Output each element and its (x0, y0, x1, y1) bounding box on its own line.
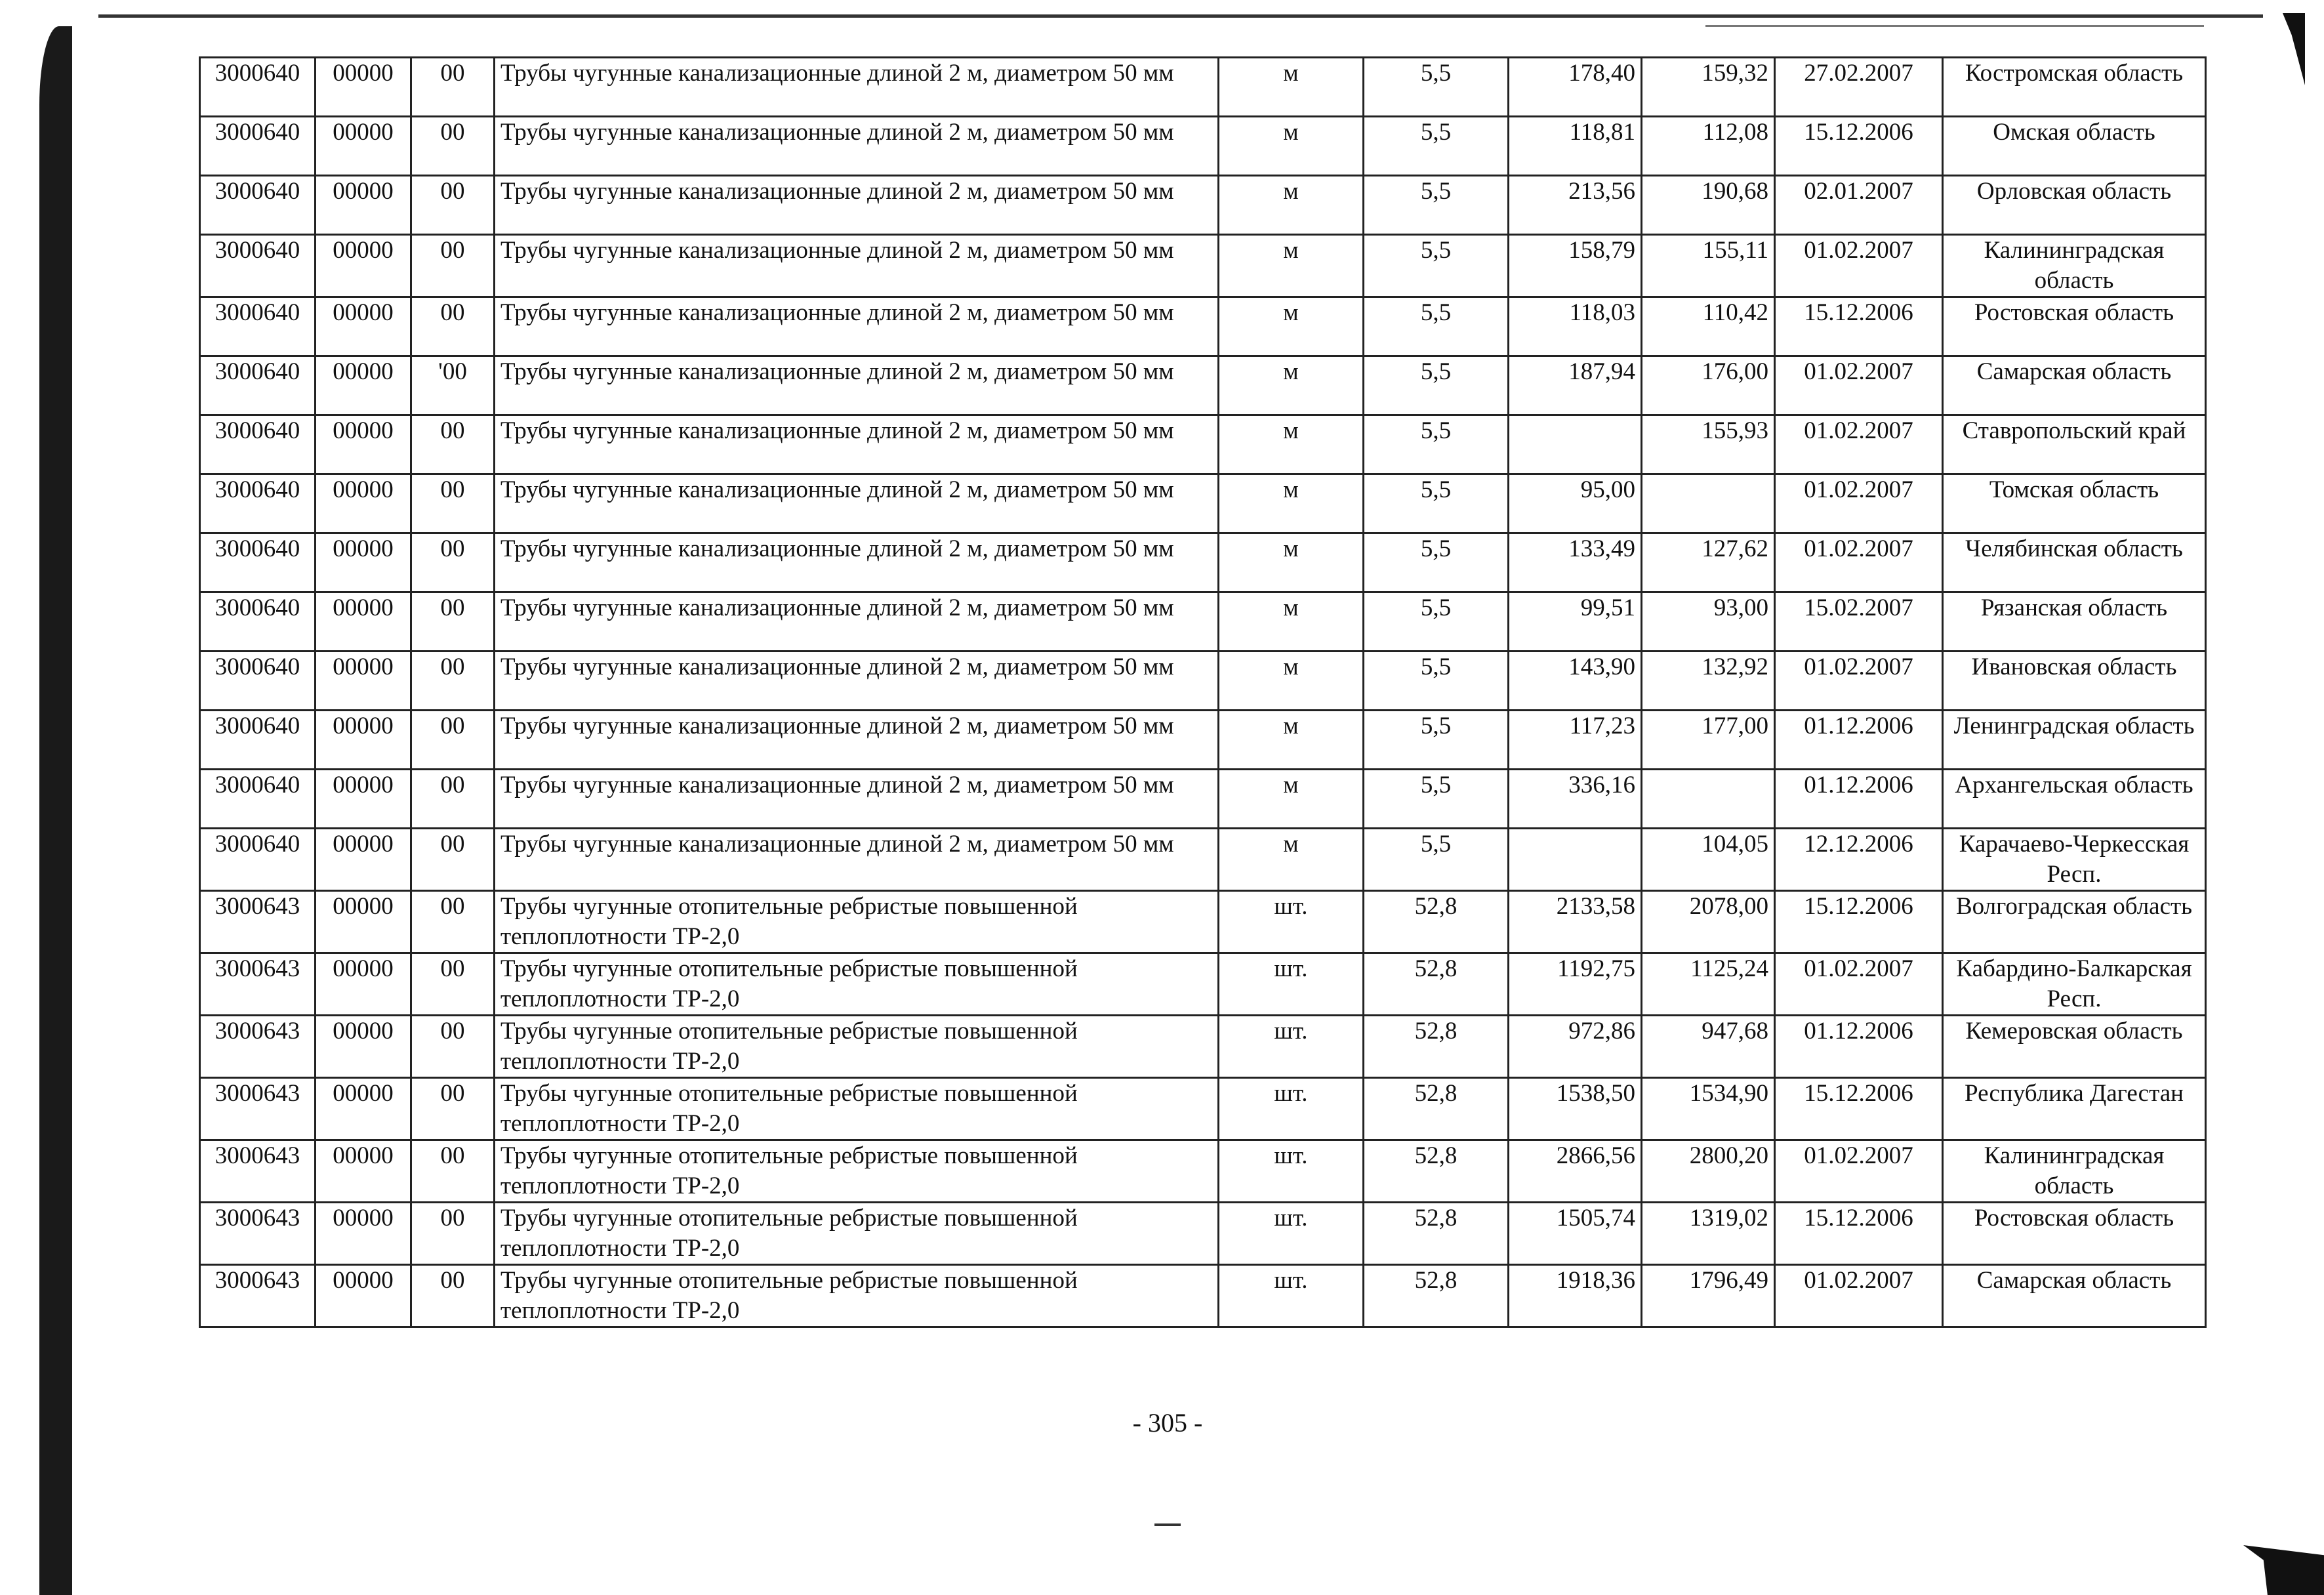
unit-cell: м (1219, 711, 1364, 770)
region-cell: Карачаево-Черкесская Респ. (1943, 829, 2206, 891)
region-cell: Самарская область (1943, 1265, 2206, 1327)
name-cell: Трубы чугунные канализационные длиной 2 м, диаметром 50 мм (495, 297, 1219, 356)
table-row (200, 592, 2206, 652)
name-cell: Трубы чугунные канализационные длиной 2 м, диаметром 50 мм (495, 176, 1219, 235)
date-cell: 01.02.2007 (1775, 356, 1943, 415)
date-cell: 01.12.2006 (1775, 770, 1943, 829)
subcode-cell: 00000 (316, 770, 411, 829)
price-1-cell: 336,16 (1509, 770, 1642, 829)
region-cell: Калининградская область (1943, 1140, 2206, 1203)
table-row (200, 1140, 2206, 1203)
name-cell: Трубы чугунные отопительные ребристые повышенной теплоплотности ТР-2,0 (495, 953, 1219, 1016)
scan-top-line (98, 14, 2263, 18)
subcode2-cell: 00 (411, 415, 495, 474)
coefficient-cell: 52,8 (1364, 891, 1509, 953)
subcode2-cell: 00 (411, 1140, 495, 1203)
name-cell: Трубы чугунные канализационные длиной 2 м, диаметром 50 мм (495, 592, 1219, 652)
price-2-cell: 1534,90 (1642, 1078, 1775, 1140)
name-cell: Трубы чугунные канализационные длиной 2 м, диаметром 50 мм (495, 117, 1219, 176)
date-cell: 15.12.2006 (1775, 891, 1943, 953)
coefficient-cell: 5,5 (1364, 474, 1509, 533)
name-cell: Трубы чугунные отопительные ребристые повышенной теплоплотности ТР-2,0 (495, 1016, 1219, 1078)
coefficient-cell: 5,5 (1364, 533, 1509, 592)
code-cell: 3000643 (200, 1265, 316, 1327)
table-row (200, 58, 2206, 117)
name-cell: Трубы чугунные канализационные длиной 2 м, диаметром 50 мм (495, 533, 1219, 592)
subcode-cell: 00000 (316, 356, 411, 415)
price-2-cell: 1125,24 (1642, 953, 1775, 1016)
region-cell: Республика Дагестан (1943, 1078, 2206, 1140)
subcode2-cell: 00 (411, 58, 495, 117)
unit-cell: м (1219, 58, 1364, 117)
region-cell: Ленинградская область (1943, 711, 2206, 770)
date-cell: 02.01.2007 (1775, 176, 1943, 235)
subcode-cell: 00000 (316, 117, 411, 176)
price-2-cell: 155,93 (1642, 415, 1775, 474)
region-cell: Томская область (1943, 474, 2206, 533)
table-row (200, 1203, 2206, 1265)
table-row (200, 829, 2206, 891)
subcode-cell: 00000 (316, 1265, 411, 1327)
price-1-cell: 158,79 (1509, 235, 1642, 297)
price-1-cell: 95,00 (1509, 474, 1642, 533)
coefficient-cell: 5,5 (1364, 770, 1509, 829)
date-cell: 12.12.2006 (1775, 829, 1943, 891)
coefficient-cell: 5,5 (1364, 117, 1509, 176)
price-2-cell: 93,00 (1642, 592, 1775, 652)
date-cell: 15.02.2007 (1775, 592, 1943, 652)
region-cell: Ивановская область (1943, 652, 2206, 711)
region-cell: Калининградская область (1943, 235, 2206, 297)
price-1-cell: 1192,75 (1509, 953, 1642, 1016)
price-1-cell: 118,03 (1509, 297, 1642, 356)
coefficient-cell: 5,5 (1364, 176, 1509, 235)
price-1-cell: 178,40 (1509, 58, 1642, 117)
date-cell: 01.02.2007 (1775, 652, 1943, 711)
code-cell: 3000640 (200, 652, 316, 711)
price-2-cell (1642, 770, 1775, 829)
date-cell: 15.12.2006 (1775, 117, 1943, 176)
coefficient-cell: 52,8 (1364, 1078, 1509, 1140)
region-cell: Кабардино-Балкарская Респ. (1943, 953, 2206, 1016)
price-2-cell: 1796,49 (1642, 1265, 1775, 1327)
unit-cell: шт. (1219, 1265, 1364, 1327)
subcode-cell: 00000 (316, 711, 411, 770)
code-cell: 3000643 (200, 953, 316, 1016)
code-cell: 3000643 (200, 1078, 316, 1140)
scan-dash-mark (1154, 1523, 1181, 1526)
date-cell: 01.02.2007 (1775, 235, 1943, 297)
subcode2-cell: 00 (411, 953, 495, 1016)
table-row (200, 297, 2206, 356)
code-cell: 3000640 (200, 829, 316, 891)
subcode2-cell: 00 (411, 1265, 495, 1327)
unit-cell: шт. (1219, 1078, 1364, 1140)
subcode-cell: 00000 (316, 533, 411, 592)
subcode2-cell: 00 (411, 891, 495, 953)
price-1-cell (1509, 415, 1642, 474)
subcode-cell: 00000 (316, 415, 411, 474)
date-cell: 01.02.2007 (1775, 953, 1943, 1016)
page-number: - 305 - (1132, 1408, 1203, 1438)
subcode2-cell: 00 (411, 117, 495, 176)
coefficient-cell: 5,5 (1364, 652, 1509, 711)
date-cell: 01.02.2007 (1775, 474, 1943, 533)
subcode2-cell: 00 (411, 1078, 495, 1140)
scan-top-line-secondary (1705, 25, 2204, 27)
code-cell: 3000643 (200, 1016, 316, 1078)
price-2-cell: 127,62 (1642, 533, 1775, 592)
coefficient-cell: 5,5 (1364, 297, 1509, 356)
unit-cell: шт. (1219, 891, 1364, 953)
price-2-cell: 947,68 (1642, 1016, 1775, 1078)
code-cell: 3000640 (200, 117, 316, 176)
price-2-cell: 190,68 (1642, 176, 1775, 235)
table-row (200, 953, 2206, 1016)
price-2-cell: 110,42 (1642, 297, 1775, 356)
subcode2-cell: '00 (411, 356, 495, 415)
date-cell: 15.12.2006 (1775, 1078, 1943, 1140)
date-cell: 01.12.2006 (1775, 711, 1943, 770)
subcode2-cell: 00 (411, 533, 495, 592)
subcode-cell: 00000 (316, 1016, 411, 1078)
name-cell: Трубы чугунные канализационные длиной 2 м, диаметром 50 мм (495, 415, 1219, 474)
name-cell: Трубы чугунные отопительные ребристые повышенной теплоплотности ТР-2,0 (495, 1203, 1219, 1265)
code-cell: 3000643 (200, 1203, 316, 1265)
subcode-cell: 00000 (316, 1203, 411, 1265)
name-cell: Трубы чугунные канализационные длиной 2 м, диаметром 50 мм (495, 356, 1219, 415)
code-cell: 3000643 (200, 1140, 316, 1203)
date-cell: 01.12.2006 (1775, 1016, 1943, 1078)
price-2-cell: 104,05 (1642, 829, 1775, 891)
subcode-cell: 00000 (316, 474, 411, 533)
subcode2-cell: 00 (411, 829, 495, 891)
price-1-cell: 99,51 (1509, 592, 1642, 652)
coefficient-cell: 5,5 (1364, 415, 1509, 474)
price-1-cell: 2133,58 (1509, 891, 1642, 953)
price-2-cell: 2800,20 (1642, 1140, 1775, 1203)
price-2-cell: 2078,00 (1642, 891, 1775, 953)
subcode-cell: 00000 (316, 592, 411, 652)
subcode2-cell: 00 (411, 592, 495, 652)
name-cell: Трубы чугунные канализационные длиной 2 м, диаметром 50 мм (495, 58, 1219, 117)
table-body (200, 58, 2206, 1327)
scan-edge-shadow (39, 26, 72, 1595)
unit-cell: м (1219, 356, 1364, 415)
unit-cell: м (1219, 592, 1364, 652)
subcode-cell: 00000 (316, 953, 411, 1016)
table-row (200, 891, 2206, 953)
price-2-cell: 155,11 (1642, 235, 1775, 297)
subcode2-cell: 00 (411, 235, 495, 297)
coefficient-cell: 52,8 (1364, 1265, 1509, 1327)
price-1-cell: 118,81 (1509, 117, 1642, 176)
subcode2-cell: 00 (411, 474, 495, 533)
price-2-cell: 112,08 (1642, 117, 1775, 176)
table-row (200, 356, 2206, 415)
unit-cell: м (1219, 176, 1364, 235)
name-cell: Трубы чугунные канализационные длиной 2 м, диаметром 50 мм (495, 770, 1219, 829)
coefficient-cell: 5,5 (1364, 711, 1509, 770)
name-cell: Трубы чугунные отопительные ребристые повышенной теплоплотности ТР-2,0 (495, 891, 1219, 953)
date-cell: 01.02.2007 (1775, 415, 1943, 474)
table-row (200, 533, 2206, 592)
region-cell: Костромская область (1943, 58, 2206, 117)
table-row (200, 1078, 2206, 1140)
code-cell: 3000640 (200, 533, 316, 592)
subcode-cell: 00000 (316, 235, 411, 297)
subcode2-cell: 00 (411, 297, 495, 356)
code-cell: 3000640 (200, 770, 316, 829)
price-1-cell: 213,56 (1509, 176, 1642, 235)
subcode2-cell: 00 (411, 711, 495, 770)
scan-corner-mark-top (2283, 13, 2305, 85)
unit-cell: м (1219, 117, 1364, 176)
coefficient-cell: 5,5 (1364, 235, 1509, 297)
table-row (200, 770, 2206, 829)
table-row (200, 235, 2206, 297)
region-cell: Рязанская область (1943, 592, 2206, 652)
price-1-cell: 117,23 (1509, 711, 1642, 770)
date-cell: 27.02.2007 (1775, 58, 1943, 117)
price-1-cell: 1505,74 (1509, 1203, 1642, 1265)
code-cell: 3000640 (200, 592, 316, 652)
unit-cell: м (1219, 533, 1364, 592)
price-2-cell: 177,00 (1642, 711, 1775, 770)
region-cell: Ставропольский край (1943, 415, 2206, 474)
region-cell: Кемеровская область (1943, 1016, 2206, 1078)
subcode-cell: 00000 (316, 1078, 411, 1140)
table-row (200, 711, 2206, 770)
subcode-cell: 00000 (316, 176, 411, 235)
table-row (200, 1016, 2206, 1078)
price-1-cell: 143,90 (1509, 652, 1642, 711)
date-cell: 01.02.2007 (1775, 533, 1943, 592)
region-cell: Архангельская область (1943, 770, 2206, 829)
price-2-cell (1642, 474, 1775, 533)
region-cell: Волгоградская область (1943, 891, 2206, 953)
scan-corner-mark-bottom (2243, 1545, 2324, 1595)
coefficient-cell: 5,5 (1364, 356, 1509, 415)
table-row (200, 176, 2206, 235)
coefficient-cell: 52,8 (1364, 1016, 1509, 1078)
code-cell: 3000640 (200, 297, 316, 356)
coefficient-cell: 52,8 (1364, 1203, 1509, 1265)
code-cell: 3000640 (200, 711, 316, 770)
coefficient-cell: 5,5 (1364, 592, 1509, 652)
price-2-cell: 176,00 (1642, 356, 1775, 415)
unit-cell: м (1219, 415, 1364, 474)
price-2-cell: 1319,02 (1642, 1203, 1775, 1265)
date-cell: 15.12.2006 (1775, 297, 1943, 356)
subcode-cell: 00000 (316, 1140, 411, 1203)
price-2-cell: 159,32 (1642, 58, 1775, 117)
coefficient-cell: 5,5 (1364, 58, 1509, 117)
name-cell: Трубы чугунные отопительные ребристые повышенной теплоплотности ТР-2,0 (495, 1078, 1219, 1140)
name-cell: Трубы чугунные канализационные длиной 2 м, диаметром 50 мм (495, 235, 1219, 297)
table-row (200, 415, 2206, 474)
subcode-cell: 00000 (316, 652, 411, 711)
price-1-cell (1509, 829, 1642, 891)
subcode-cell: 00000 (316, 891, 411, 953)
date-cell: 01.02.2007 (1775, 1140, 1943, 1203)
name-cell: Трубы чугунные отопительные ребристые повышенной теплоплотности ТР-2,0 (495, 1265, 1219, 1327)
code-cell: 3000640 (200, 474, 316, 533)
unit-cell: м (1219, 297, 1364, 356)
name-cell: Трубы чугунные канализационные длиной 2 м, диаметром 50 мм (495, 474, 1219, 533)
unit-cell: м (1219, 652, 1364, 711)
subcode2-cell: 00 (411, 176, 495, 235)
subcode-cell: 00000 (316, 829, 411, 891)
price-1-cell: 2866,56 (1509, 1140, 1642, 1203)
price-2-cell: 132,92 (1642, 652, 1775, 711)
table-row (200, 117, 2206, 176)
name-cell: Трубы чугунные отопительные ребристые повышенной теплоплотности ТР-2,0 (495, 1140, 1219, 1203)
unit-cell: шт. (1219, 1140, 1364, 1203)
price-1-cell: 1918,36 (1509, 1265, 1642, 1327)
unit-cell: шт. (1219, 953, 1364, 1016)
code-cell: 3000640 (200, 235, 316, 297)
table-row (200, 652, 2206, 711)
subcode2-cell: 00 (411, 770, 495, 829)
price-1-cell: 133,49 (1509, 533, 1642, 592)
coefficient-cell: 52,8 (1364, 1140, 1509, 1203)
subcode2-cell: 00 (411, 1203, 495, 1265)
region-cell: Ростовская область (1943, 297, 2206, 356)
unit-cell: шт. (1219, 1203, 1364, 1265)
table-row (200, 474, 2206, 533)
table-row (200, 1265, 2206, 1327)
subcode2-cell: 00 (411, 652, 495, 711)
region-cell: Челябинская область (1943, 533, 2206, 592)
name-cell: Трубы чугунные канализационные длиной 2 м, диаметром 50 мм (495, 829, 1219, 891)
code-cell: 3000643 (200, 891, 316, 953)
name-cell: Трубы чугунные канализационные длиной 2 м, диаметром 50 мм (495, 711, 1219, 770)
unit-cell: м (1219, 829, 1364, 891)
unit-cell: м (1219, 474, 1364, 533)
unit-cell: м (1219, 235, 1364, 297)
code-cell: 3000640 (200, 356, 316, 415)
price-1-cell: 187,94 (1509, 356, 1642, 415)
region-cell: Самарская область (1943, 356, 2206, 415)
date-cell: 15.12.2006 (1775, 1203, 1943, 1265)
name-cell: Трубы чугунные канализационные длиной 2 м, диаметром 50 мм (495, 652, 1219, 711)
subcode-cell: 00000 (316, 297, 411, 356)
subcode-cell: 00000 (316, 58, 411, 117)
unit-cell: шт. (1219, 1016, 1364, 1078)
price-table (199, 56, 2207, 1328)
region-cell: Омская область (1943, 117, 2206, 176)
coefficient-cell: 5,5 (1364, 829, 1509, 891)
price-1-cell: 972,86 (1509, 1016, 1642, 1078)
date-cell: 01.02.2007 (1775, 1265, 1943, 1327)
region-cell: Орловская область (1943, 176, 2206, 235)
subcode2-cell: 00 (411, 1016, 495, 1078)
price-1-cell: 1538,50 (1509, 1078, 1642, 1140)
code-cell: 3000640 (200, 58, 316, 117)
unit-cell: м (1219, 770, 1364, 829)
code-cell: 3000640 (200, 176, 316, 235)
region-cell: Ростовская область (1943, 1203, 2206, 1265)
coefficient-cell: 52,8 (1364, 953, 1509, 1016)
code-cell: 3000640 (200, 415, 316, 474)
